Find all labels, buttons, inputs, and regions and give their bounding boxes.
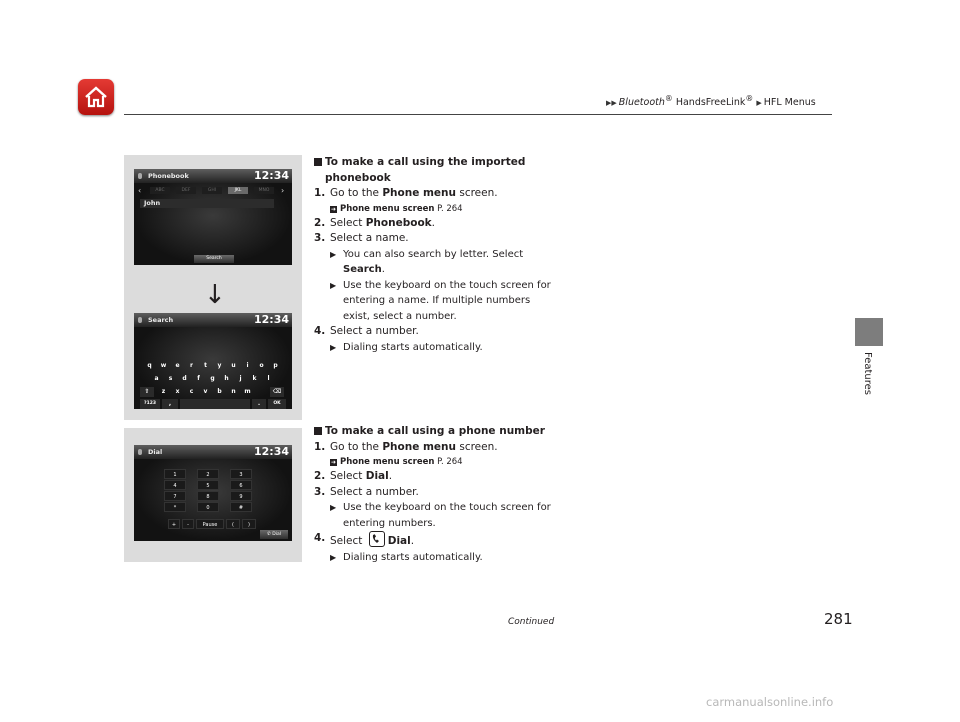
side-tab-label[interactable]: Features	[862, 352, 873, 395]
screen-title-bar	[134, 445, 292, 459]
key[interactable]: w	[160, 362, 167, 369]
registered-mark: ®	[745, 94, 754, 103]
key[interactable]: f	[197, 375, 200, 382]
dial-key[interactable]: 5	[197, 480, 219, 490]
step-text: screen.	[456, 187, 498, 199]
triangle-bullet-icon: ▶	[330, 552, 337, 562]
mic-icon	[138, 173, 142, 179]
side-tab-marker	[855, 318, 883, 346]
keyboard-row-2	[138, 374, 288, 384]
continued-label: Continued	[508, 617, 555, 627]
dial-phone-icon	[369, 531, 385, 547]
note-text: entering numbers.	[343, 517, 436, 529]
step-4	[314, 324, 564, 340]
tab-ghi[interactable]: GHI	[202, 187, 222, 194]
registered-mark: ®	[664, 94, 673, 103]
step-text: Select a name.	[330, 232, 409, 244]
comma-key[interactable]: ,	[162, 399, 178, 409]
breadcrumb-arrow-icon: ▶	[756, 99, 762, 108]
step-bold: Dial	[365, 470, 389, 482]
key[interactable]: j	[239, 375, 242, 382]
step-bold: Phone menu	[382, 440, 457, 453]
key[interactable]: o	[259, 362, 264, 369]
screen-title: Dial	[148, 448, 163, 456]
step-text: screen.	[456, 440, 498, 453]
key[interactable]: m	[244, 388, 251, 395]
step-text: Select a number.	[330, 485, 419, 498]
paren-close-key[interactable]: )	[242, 519, 256, 529]
screen-title-bar	[134, 169, 292, 183]
contact-name[interactable]: John	[140, 199, 274, 208]
ref-page: P. 264	[434, 203, 463, 214]
home-icon[interactable]	[78, 79, 114, 115]
section-phone-number	[314, 424, 564, 565]
cross-reference[interactable]	[314, 202, 564, 216]
step-2	[314, 216, 564, 232]
mic-icon	[138, 317, 142, 323]
step-1	[314, 440, 564, 456]
mode-key[interactable]: ?123	[140, 399, 160, 409]
key[interactable]: y	[217, 362, 222, 369]
heading-square-icon	[314, 158, 322, 166]
watermark: carmanualsonline.info	[706, 695, 834, 709]
step-3	[314, 485, 564, 501]
step-text: .	[431, 216, 435, 229]
breadcrumb-bluetooth[interactable]: Bluetooth	[618, 97, 665, 109]
search-button[interactable]: Search	[194, 255, 234, 263]
paren-open-key[interactable]: (	[226, 519, 240, 529]
screenshot-panel-dial	[124, 428, 302, 562]
tab-abc[interactable]: ABC	[150, 187, 170, 194]
down-arrow-icon: ↓	[204, 280, 226, 310]
step-number: 4.	[314, 532, 326, 544]
step-number: 1.	[314, 187, 326, 199]
keyboard-row-4	[138, 399, 288, 409]
key[interactable]: v	[203, 388, 208, 395]
heading-line-1: To make a call using the imported	[325, 156, 526, 168]
key[interactable]: k	[252, 375, 257, 382]
dial-key[interactable]: 7	[164, 491, 186, 501]
key[interactable]: q	[147, 362, 152, 369]
tab-mno[interactable]: MNO	[254, 187, 274, 194]
section-phonebook	[314, 155, 564, 355]
reference-arrow-icon: ➜	[330, 205, 337, 213]
key[interactable]: l	[267, 375, 270, 382]
screen-title: Phonebook	[148, 172, 189, 180]
search-keyboard-screen	[134, 313, 292, 409]
key[interactable]: e	[175, 362, 180, 369]
pause-key[interactable]: Pause	[196, 519, 224, 529]
heading-line-2: phonebook	[325, 171, 391, 184]
shift-icon[interactable]: ⇧	[140, 387, 154, 397]
step-4	[314, 531, 564, 550]
note-text: entering a name. If multiple numbers	[343, 295, 531, 306]
step-number: 2.	[314, 470, 326, 482]
sub-note	[314, 550, 564, 566]
dial-key[interactable]: #	[230, 502, 252, 512]
dial-key[interactable]: 8	[197, 491, 219, 501]
period-key[interactable]: .	[252, 399, 266, 409]
key[interactable]: i	[246, 362, 249, 369]
triangle-bullet-icon: ▶	[330, 280, 337, 290]
step-2	[314, 469, 564, 485]
key[interactable]: c	[189, 388, 194, 395]
note-text: Dialing starts automatically.	[343, 341, 483, 353]
page-number: 281	[824, 610, 853, 628]
note-text: Use the keyboard on the touch screen for	[343, 279, 551, 291]
ref-title: Phone menu screen	[340, 457, 435, 467]
tab-jkl[interactable]: JKL	[228, 187, 248, 194]
dial-key[interactable]: 6	[230, 480, 252, 490]
letter-tabs	[138, 186, 288, 195]
step-text: Select	[330, 216, 366, 229]
chevron-right-icon[interactable]: ›	[281, 186, 285, 195]
dial-key[interactable]: 3	[230, 469, 252, 479]
dial-key[interactable]: 1	[164, 469, 186, 479]
note-text: Use the keyboard on the touch screen for	[343, 502, 551, 513]
chevron-left-icon[interactable]: ‹	[138, 186, 142, 195]
sub-note	[314, 247, 564, 278]
key[interactable]: u	[231, 362, 236, 369]
tab-def[interactable]: DEF	[176, 187, 196, 194]
space-key[interactable]	[180, 399, 250, 409]
dial-key[interactable]: *	[164, 502, 186, 512]
screen-title: Search	[148, 316, 174, 324]
key[interactable]: g	[210, 375, 215, 382]
step-bold: Phone menu	[382, 187, 457, 199]
step-number: 2.	[314, 216, 326, 229]
screen-title-bar	[134, 313, 292, 327]
dial-key[interactable]: 9	[230, 491, 252, 501]
plus-key[interactable]: +	[168, 519, 180, 529]
screen-clock: 12:34	[253, 169, 289, 182]
step-1	[314, 186, 564, 202]
dial-key[interactable]: 0	[197, 502, 219, 512]
dial-button[interactable]	[260, 530, 288, 539]
step-number: 1.	[314, 440, 326, 453]
note-text: .	[381, 264, 385, 275]
triangle-bullet-icon: ▶	[330, 342, 337, 352]
breadcrumb-handsfreelink[interactable]: HandsFreeLink	[672, 97, 746, 109]
breadcrumb	[606, 94, 816, 108]
sub-note	[314, 278, 564, 325]
note-text: You can also search by letter. Select	[343, 248, 524, 260]
key[interactable]: r	[190, 362, 193, 369]
step-3	[314, 231, 564, 247]
ok-key[interactable]: OK	[268, 399, 286, 409]
key[interactable]: z	[161, 388, 166, 395]
breadcrumb-arrow-icon: ▶▶	[606, 99, 617, 108]
dial-keypad	[164, 469, 260, 515]
step-text: Select	[330, 535, 366, 547]
section-heading	[314, 155, 564, 186]
keyboard-row-3	[138, 387, 288, 397]
mic-icon	[138, 449, 142, 455]
note-text: exist, select a number.	[343, 310, 457, 322]
key[interactable]: b	[217, 388, 222, 395]
key[interactable]: h	[224, 375, 229, 382]
cross-reference[interactable]	[314, 455, 564, 469]
screen-clock: 12:34	[253, 445, 289, 458]
step-text: Go to the	[330, 440, 383, 453]
screen-clock: 12:34	[253, 313, 289, 326]
section-heading	[314, 424, 564, 440]
key[interactable]: a	[154, 375, 159, 382]
heading-text: To make a call using a phone number	[325, 425, 545, 437]
note-text: Dialing starts automatically.	[343, 551, 483, 563]
step-number: 3.	[314, 232, 326, 244]
step-number: 4.	[314, 325, 326, 337]
step-number: 3.	[314, 485, 326, 498]
breadcrumb-hfl-menus[interactable]: HFL Menus	[763, 97, 816, 109]
key[interactable]: t	[204, 362, 207, 369]
dial-key[interactable]: 2	[197, 469, 219, 479]
step-bold: Dial	[387, 535, 411, 547]
step-text: .	[410, 535, 415, 547]
dial-key[interactable]: 4	[164, 480, 186, 490]
sub-note	[314, 340, 564, 356]
dial-button-label: Dial	[272, 532, 281, 537]
triangle-bullet-icon: ▶	[330, 249, 337, 259]
phonebook-screen	[134, 169, 292, 265]
ref-page: P. 264	[434, 457, 463, 467]
keyboard-row-1	[138, 361, 288, 371]
phone-icon: ✆	[267, 532, 273, 537]
sub-note	[314, 500, 564, 531]
step-text: Select	[330, 470, 366, 482]
dash-key[interactable]: -	[182, 519, 194, 529]
key[interactable]: p	[273, 362, 278, 369]
note-bold: Search	[343, 264, 382, 275]
key[interactable]: x	[175, 388, 180, 395]
reference-arrow-icon: ➜	[330, 459, 337, 466]
backspace-icon[interactable]: ⌫	[270, 387, 284, 397]
triangle-bullet-icon: ▶	[330, 503, 337, 512]
heading-square-icon	[314, 427, 322, 435]
dial-screen	[134, 445, 292, 541]
step-text: Select a number.	[330, 325, 419, 337]
step-text: .	[388, 470, 393, 482]
step-bold: Phonebook	[365, 216, 432, 229]
key[interactable]: s	[168, 375, 173, 382]
header-rule	[124, 114, 832, 115]
key[interactable]: d	[182, 375, 187, 382]
step-text: Go to the	[330, 187, 383, 199]
key[interactable]: n	[231, 388, 236, 395]
ref-title: Phone menu screen	[340, 203, 435, 214]
